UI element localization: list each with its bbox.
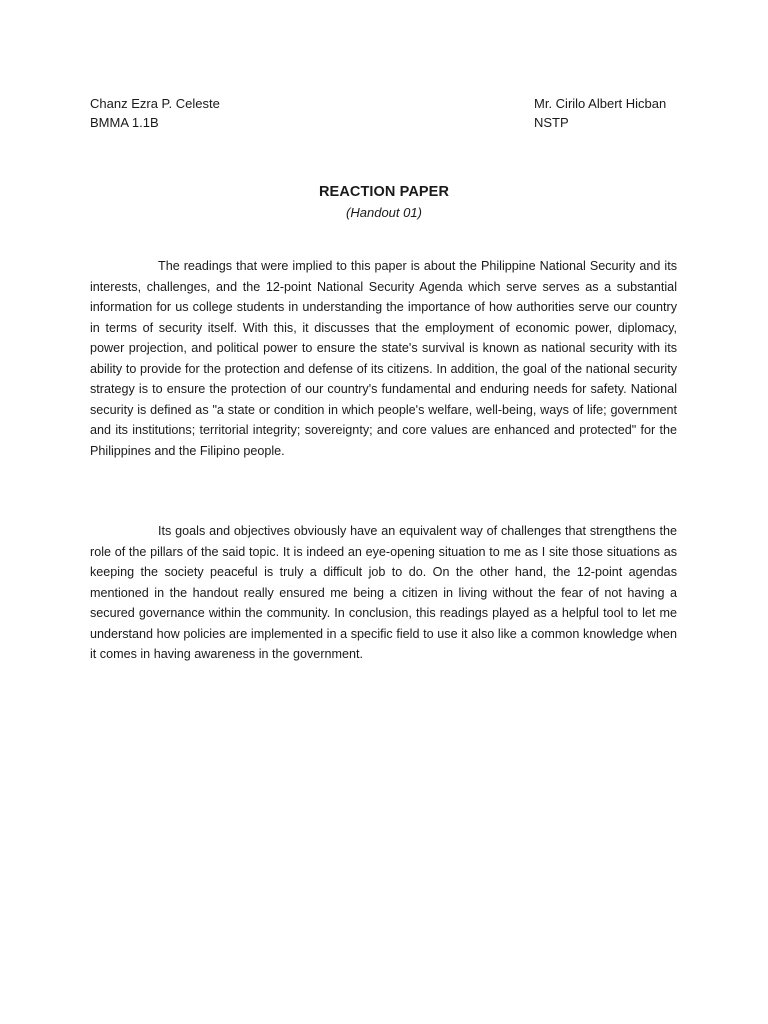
- student-section: BMMA 1.1B: [90, 115, 159, 130]
- document-title: REACTION PAPER: [318, 184, 450, 200]
- instructor-name: Mr. Cirilo Albert Hicban: [534, 96, 667, 111]
- student-info: [90, 94, 220, 132]
- course-name: NSTP: [534, 115, 569, 130]
- body-paragraph-1: The readings that were implied to this paper is about the Philippine National Security and its interests, challenges, and the 12-point National Security Agenda which serve serves as a substantial information for us college students in understanding the importance of how authorities serve our country in terms of security itself. With this, it discusses that the employment of economic power, diplomacy, power projection, and political power to ensure the state's survival is known as national security with its ability to provide for the protection and defense of its citizens. In addition, the goal of the national security strategy is to ensure the protection of our country's fundamental and enduring needs for safety. National security is defined as "a state or condition in which people's welfare, well-being, ways of life; government and its institutions; territorial integrity; sovereignty; and core values are enhanced and protected" for the Philippines and the Filipino people.: [90, 259, 677, 458]
- instructor-info: [534, 94, 666, 132]
- document-subtitle: (Handout 01): [346, 205, 422, 220]
- student-name: Chanz Ezra P. Celeste: [90, 96, 220, 111]
- body-paragraph-2: Its goals and objectives obviously have an equivalent way of challenges that strengthens the role of the pillars of the said topic. It is indeed an eye-opening situation to me as I site those situations as keeping the society peaceful is truly a difficult job to do. On the other hand, the 12-point agendas mentioned in the handout really ensured me being a citizen in living without the fear of not having a secured governance within the community. In conclusion, this readings played as a helpful tool to let me understand how policies are implemented in a specific field to use it also like a common knowledge when it comes in having awareness in the government.: [90, 524, 677, 661]
- title-block: [0, 182, 768, 223]
